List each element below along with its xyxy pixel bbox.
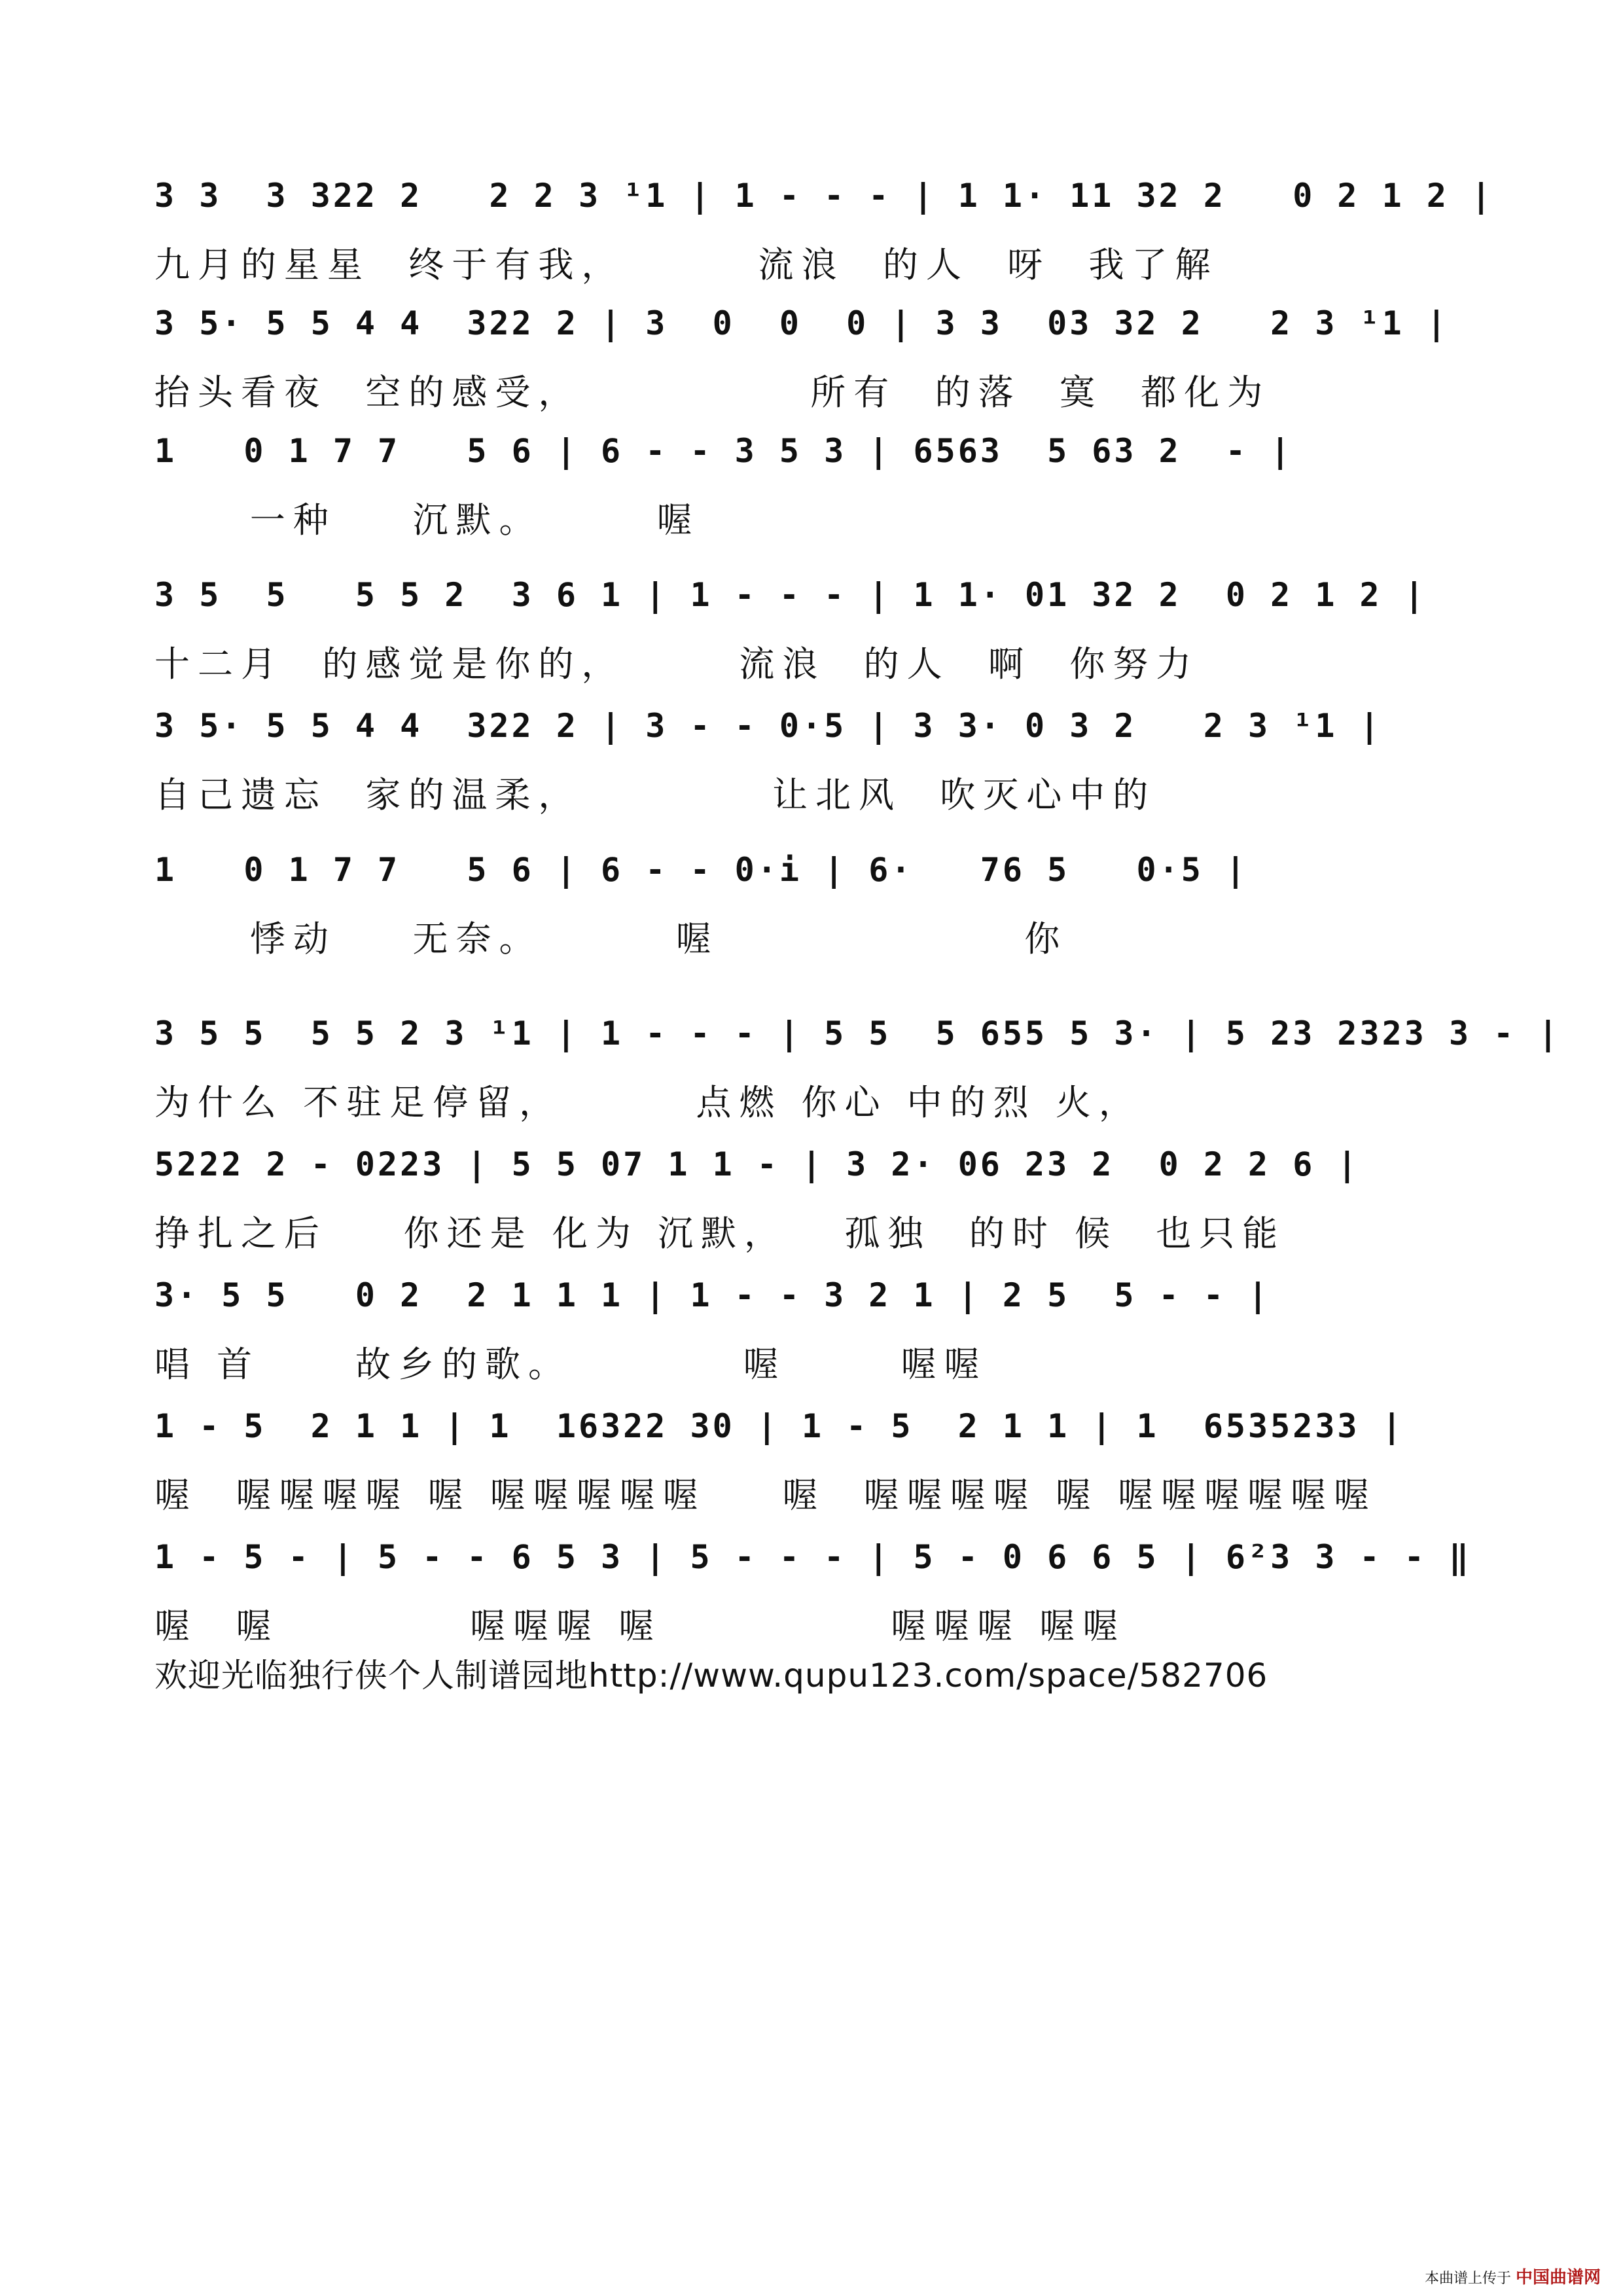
lyrics-line: 喔 喔喔喔喔 喔 喔喔喔喔喔 喔 喔喔喔喔 喔 喔喔喔喔喔喔 bbox=[154, 1475, 1377, 1516]
upload-prefix: 本曲谱上传于 bbox=[1424, 2270, 1511, 2287]
lyrics-line: 为什么 不驻足停留， 点燃 你心 中的烈 火， bbox=[154, 1082, 1142, 1123]
notes-line bbox=[154, 1001, 1561, 1073]
notes-line bbox=[154, 838, 1483, 910]
notes-line bbox=[154, 694, 1483, 766]
notes-line bbox=[154, 291, 1483, 363]
notation: 3· 5 5 0 2 2 1 1 1 | 1 - - 3 2 1 | 2 5 5 - - | bbox=[154, 1276, 1271, 1314]
notes-line bbox=[154, 1263, 1483, 1335]
notes-line bbox=[154, 1525, 1483, 1597]
footer-text: 欢迎光临独行侠个人制谱园地http://www.qupu123.com/space/582706 bbox=[154, 1657, 1268, 1695]
site-brand: 中国曲谱网 bbox=[1515, 2268, 1601, 2287]
upload-mark bbox=[1425, 2264, 1601, 2288]
lyrics-line: 十二月 的感觉是你的， 流浪 的人 啊 你努力 bbox=[154, 643, 1200, 685]
lyrics-line: 唱 首 故乡的歌。 喔 喔喔 bbox=[154, 1344, 988, 1385]
notes-line bbox=[154, 1394, 1483, 1466]
lyrics-line: 悸动 无奈。 喔 你 bbox=[154, 918, 1068, 960]
notes-line bbox=[154, 164, 1494, 236]
notation: 3 5 5 5 5 2 3 6 1 | 1 - - - | 1 1· 01 32 2 0 2 1 2 | bbox=[154, 576, 1427, 614]
notation: 3 3 3 322 2 2 2 3 ¹1 | 1 - - - | 1 1· 11 32 2 0 2 1 2 | bbox=[154, 177, 1494, 215]
lyrics-line: 挣扎之后 你还是 化为 沉默， 孤独 的时 候 也只能 bbox=[154, 1213, 1286, 1254]
notation: 1 0 1 7 7 5 6 | 6 - - 0·i | 6· 76 5 0·5 | bbox=[154, 851, 1249, 889]
lyrics-line: 自己遗忘 家的温柔， 让北风 吹灭心中的 bbox=[154, 774, 1156, 816]
notation: 3 5· 5 5 4 4 322 2 | 3 0 0 0 | 3 3 03 32 2 2 3 ¹1 | bbox=[154, 304, 1449, 342]
notation: 3 5 5 5 5 2 3 ¹1 | 1 - - - | 5 5 5 655 5 3· | 5 23 2323 3 - | bbox=[154, 1014, 1561, 1052]
lyrics-line: 喔 喔 喔喔喔 喔 喔喔喔 喔喔 bbox=[154, 1605, 1126, 1647]
notes-line bbox=[154, 563, 1483, 635]
notes-line bbox=[154, 1132, 1483, 1204]
notation: 5222 2 - 0223 | 5 5 07 1 1 - | 3 2· 06 23 2 0 2 2 6 | bbox=[154, 1145, 1360, 1183]
lyrics-line: 抬头看夜 空的感受， 所有 的落 寞 都化为 bbox=[154, 372, 1271, 413]
lyrics-line: 九月的星星 终于有我， 流浪 的人 呀 我了解 bbox=[154, 244, 1219, 285]
notes-line bbox=[154, 419, 1483, 491]
lyrics-line: 一种 沉默。 喔 bbox=[154, 499, 700, 541]
notation: 1 0 1 7 7 5 6 | 6 - - 3 5 3 | 6563 5 63 2 - | bbox=[154, 432, 1293, 470]
notation: 1 - 5 2 1 1 | 1 16322 30 | 1 - 5 2 1 1 | 1 6535233 | bbox=[154, 1407, 1404, 1445]
notation: 3 5· 5 5 4 4 322 2 | 3 - - 0·5 | 3 3· 0 3 2 2 3 ¹1 | bbox=[154, 707, 1382, 745]
notation: 1 - 5 - | 5 - - 6 5 3 | 5 - - - | 5 - 0 6 6 5 | 6²3 3 - - ‖ bbox=[154, 1538, 1472, 1576]
